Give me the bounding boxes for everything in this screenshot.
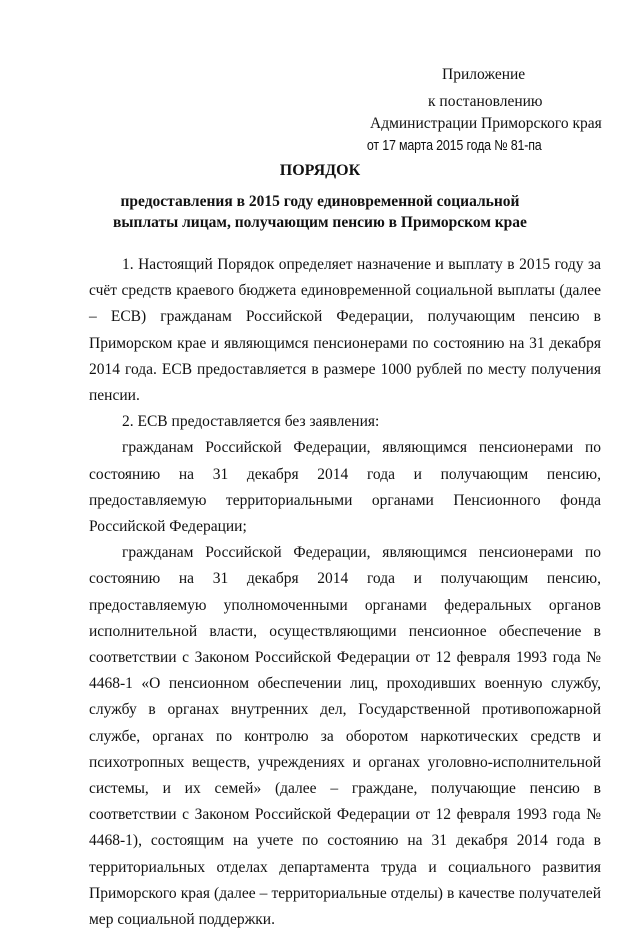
appendix-date-number: от 17 марта 2015 года № 81-па — [366, 138, 542, 154]
document-subtitle — [0, 191, 640, 233]
paragraph-2-item-2: гражданам Российской Федерации, являющимся пенсионерами по состоянию на 31 декабря 2014 года и получающим пенсию, предоставляемую уполномоченными органами федеральных органов исполнительной власти, осуществляющими пенсионное обеспечение в соответствии с Законом Российской Федерации от 12 февраля 1993 года № 4468-1 «О пенсионном обеспечении лиц, проходивших военную службу, службу в органах внутренних дел, Государственной противопожарной службе, органах по контролю за оборотом наркотических средств и психотропных веществ, учреждениях и органах уголовно-исполнительной системы, и их семей» (далее – граждане, получающие пенсию в соответствии с Законом Российской Федерации от 12 февраля 1993 года № 4468-1), состоящим на учете по состоянию на 31 декабря 2014 года в территориальных отделах департамента труда и социального развития Приморского края (далее – территориальные отделы) в качестве получателей мер социальной поддержки. — [89, 544, 601, 929]
appendix-authority: Администрации Приморского края — [370, 115, 602, 132]
appendix-label: Приложение — [442, 66, 526, 83]
paragraph-1: 1. Настоящий Порядок определяет назначение и выплату в 2015 году за счёт средств краевого бюджета единовременной социальной выплаты (далее – ЕСВ) гражданам Российской Федерации, получающим пенсию в Приморском крае и являющимся пенсионерами по состоянию на 31 декабря 2014 года. ЕСВ предоставляется в размере 1000 рублей по месту получения пенсии. — [89, 256, 601, 405]
subtitle-line-2: выплаты лицам, получающим пенсию в Приморском крае — [113, 214, 527, 231]
paragraph-2-item-1: гражданам Российской Федерации, являющимся пенсионерами по состоянию на 31 декабря 2014 года и получающим пенсию, предоставляемую территориальными органами Пенсионного фонда Российской Федерации; — [89, 439, 601, 536]
document-body — [89, 252, 601, 933]
document-title: ПОРЯДОК — [279, 162, 361, 179]
paragraph-2: 2. ЕСВ предоставляется без заявления: — [122, 413, 380, 431]
subtitle-line-1: предоставления в 2015 году единовременной социальной — [120, 193, 520, 210]
appendix-header — [360, 64, 620, 157]
appendix-resolution-ref: к постановлению — [428, 93, 543, 110]
